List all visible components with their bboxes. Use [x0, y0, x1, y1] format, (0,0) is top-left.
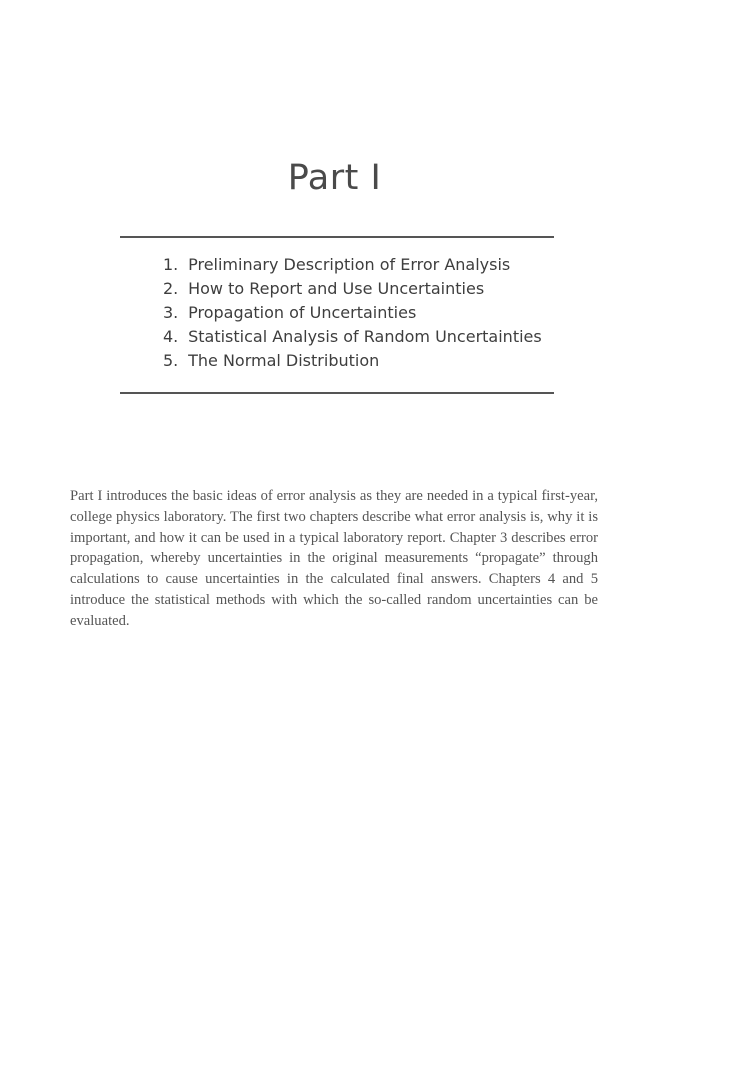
chapter-number: 2. [163, 279, 179, 298]
part-title: Part I [287, 158, 382, 198]
chapter-item [163, 349, 542, 373]
chapter-number: 3. [163, 303, 179, 322]
chapter-title: Preliminary Description of Error Analysis [188, 255, 511, 274]
chapter-number: 5. [163, 351, 179, 370]
chapter-item [163, 253, 542, 277]
chapter-title: Statistical Analysis of Random Uncertainties [188, 327, 542, 346]
chapter-number: 1. [163, 255, 179, 274]
chapter-title: The Normal Distribution [188, 351, 380, 370]
chapter-number: 4. [163, 327, 179, 346]
chapter-item [163, 277, 542, 301]
top-rule [120, 236, 554, 238]
chapter-list [163, 253, 542, 373]
chapter-item [163, 301, 542, 325]
bottom-rule [120, 392, 554, 394]
intro-paragraph: Part I introduces the basic ideas of error analysis as they are needed in a typical first-year, college physics laboratory. The first two chapters describe what error analysis is, why it is important, and how it can be used in a typical laboratory report. Chapter 3 describes error propagation, whereby uncertainties in the original measurements “propagate” through calculations to cause uncertainties in the calculated final answers. Chapters 4 and 5 introduce the statistical methods with which the so-called random uncertainties can be evaluated. [70, 488, 598, 629]
chapter-title: How to Report and Use Uncertainties [188, 279, 485, 298]
chapter-item [163, 325, 542, 349]
chapter-title: Propagation of Uncertainties [188, 303, 417, 322]
